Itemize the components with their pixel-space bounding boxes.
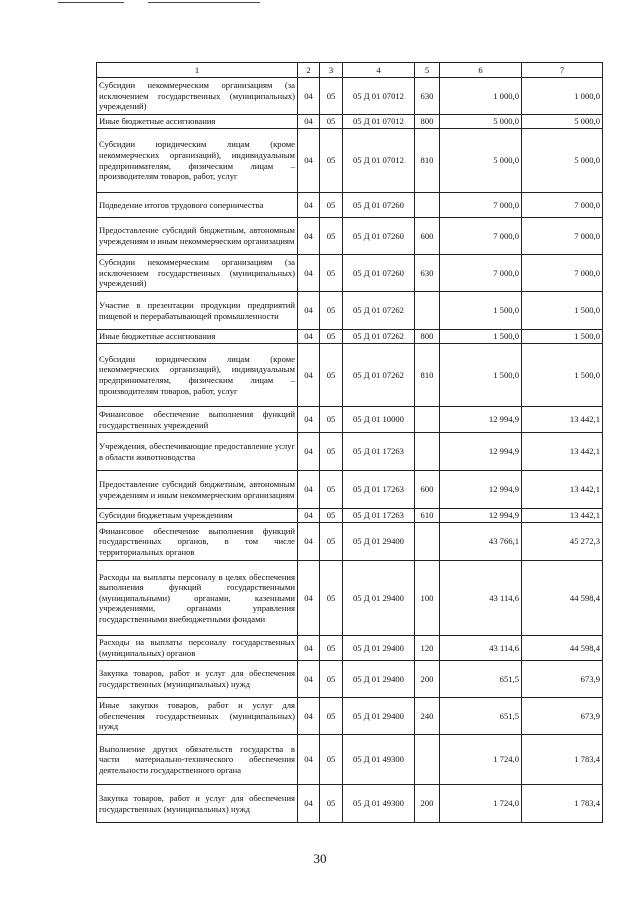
row-amount-year1: 7 000,0 (440, 218, 522, 255)
table-row (97, 735, 603, 785)
row-target-code: 05 Д 01 07012 (343, 78, 415, 115)
row-expense-type (415, 292, 440, 330)
row-target-code: 05 Д 01 29400 (343, 561, 415, 636)
table-row (97, 344, 603, 407)
table-row (97, 218, 603, 255)
table-row (97, 636, 603, 661)
row-expense-type: 200 (415, 785, 440, 823)
row-expense-type: 630 (415, 78, 440, 115)
row-amount-year2: 5 000,0 (522, 129, 603, 193)
row-subsection: 05 (320, 292, 343, 330)
row-name: Выполнение других обязательств государства в части материально-технического обеспечения деятельности государственного органа (97, 735, 298, 785)
row-section: 04 (298, 330, 320, 344)
row-name: Закупка товаров, работ и услуг для обеспечения государственных (муниципальных) нужд (97, 661, 298, 698)
row-target-code: 05 Д 01 07260 (343, 193, 415, 218)
row-name: Субсидии бюджетным учреждениям (97, 509, 298, 523)
row-section: 04 (298, 78, 320, 115)
row-subsection: 05 (320, 636, 343, 661)
row-expense-type: 810 (415, 344, 440, 407)
row-name: Расходы на выплаты персоналу государственных (муниципальных) органов (97, 636, 298, 661)
top-rule-right (148, 2, 260, 3)
row-amount-year1: 1 000,0 (440, 78, 522, 115)
row-target-code: 05 Д 01 29400 (343, 636, 415, 661)
row-name: Субсидии юридическим лицам (кроме некоммерческих организаций), индивидуальным предпринимателям, физическим лицам – производителям товаров, работ, услуг (97, 344, 298, 407)
row-section: 04 (298, 509, 320, 523)
row-amount-year1: 1 500,0 (440, 330, 522, 344)
table-row (97, 330, 603, 344)
row-subsection: 05 (320, 433, 343, 471)
row-name: Финансовое обеспечение выполнения функций государственных органов, в том числе территориальных органов (97, 523, 298, 561)
table-row (97, 255, 603, 292)
header-col-3: 3 (320, 63, 343, 78)
row-name: Предоставление субсидий бюджетным, автономным учреждениям и иным некоммерческим организациям (97, 471, 298, 509)
row-amount-year1: 7 000,0 (440, 255, 522, 292)
row-amount-year2: 13 442,1 (522, 407, 603, 433)
row-name: Учреждения, обеспечивающие предоставление услуг в области животноводства (97, 433, 298, 471)
row-subsection: 05 (320, 78, 343, 115)
row-subsection: 05 (320, 523, 343, 561)
row-expense-type: 120 (415, 636, 440, 661)
table-row (97, 433, 603, 471)
row-target-code: 05 Д 01 29400 (343, 698, 415, 735)
row-expense-type: 810 (415, 129, 440, 193)
table-row (97, 523, 603, 561)
row-name: Иные закупки товаров, работ и услуг для обеспечения государственных (муниципальных) нужд (97, 698, 298, 735)
row-expense-type: 800 (415, 330, 440, 344)
row-target-code: 05 Д 01 49300 (343, 785, 415, 823)
row-amount-year1: 651,5 (440, 661, 522, 698)
row-amount-year1: 1 500,0 (440, 292, 522, 330)
row-amount-year1: 12 994,9 (440, 407, 522, 433)
row-subsection: 05 (320, 129, 343, 193)
row-subsection: 05 (320, 471, 343, 509)
row-target-code: 05 Д 01 07262 (343, 292, 415, 330)
row-expense-type: 610 (415, 509, 440, 523)
row-expense-type: 100 (415, 561, 440, 636)
row-subsection: 05 (320, 255, 343, 292)
row-amount-year2: 673,9 (522, 661, 603, 698)
row-expense-type: 600 (415, 471, 440, 509)
row-amount-year1: 1 500,0 (440, 344, 522, 407)
row-name: Закупка товаров, работ и услуг для обеспечения государственных (муниципальных) нужд (97, 785, 298, 823)
row-name: Финансовое обеспечение выполнения функций государственных учреждений (97, 407, 298, 433)
row-amount-year2: 7 000,0 (522, 218, 603, 255)
row-name: Подведение итогов трудового соперничества (97, 193, 298, 218)
row-amount-year2: 45 272,3 (522, 523, 603, 561)
row-section: 04 (298, 785, 320, 823)
row-name: Субсидии некоммерческим организациям (за исключением государственных (муниципальных) учреждений) (97, 78, 298, 115)
row-section: 04 (298, 218, 320, 255)
header-col-1: 1 (97, 63, 298, 78)
row-subsection: 05 (320, 785, 343, 823)
header-col-4: 4 (343, 63, 415, 78)
table-row (97, 561, 603, 636)
row-target-code: 05 Д 01 07012 (343, 115, 415, 129)
row-amount-year1: 12 994,9 (440, 471, 522, 509)
header-row (97, 63, 603, 78)
row-target-code: 05 Д 01 10000 (343, 407, 415, 433)
table-row (97, 129, 603, 193)
row-name: Участие в презентации продукции предприятий пищевой и перерабатывающей промышленности (97, 292, 298, 330)
row-name: Субсидии некоммерческим организациям (за исключением государственных (муниципальных) учреждений) (97, 255, 298, 292)
row-amount-year1: 5 000,0 (440, 115, 522, 129)
table-row (97, 698, 603, 735)
table-row (97, 115, 603, 129)
row-subsection: 05 (320, 193, 343, 218)
row-amount-year2: 1 500,0 (522, 330, 603, 344)
header-col-5: 5 (415, 63, 440, 78)
row-expense-type (415, 433, 440, 471)
row-amount-year1: 1 724,0 (440, 735, 522, 785)
row-expense-type: 800 (415, 115, 440, 129)
row-section: 04 (298, 407, 320, 433)
row-target-code: 05 Д 01 29400 (343, 523, 415, 561)
row-expense-type (415, 193, 440, 218)
row-section: 04 (298, 698, 320, 735)
row-expense-type (415, 735, 440, 785)
table-row (97, 407, 603, 433)
row-subsection: 05 (320, 330, 343, 344)
row-target-code: 05 Д 01 07012 (343, 129, 415, 193)
row-amount-year1: 5 000,0 (440, 129, 522, 193)
row-subsection: 05 (320, 735, 343, 785)
row-target-code: 05 Д 01 07262 (343, 330, 415, 344)
row-target-code: 05 Д 01 07262 (343, 344, 415, 407)
row-section: 04 (298, 115, 320, 129)
table-row (97, 785, 603, 823)
row-amount-year2: 13 442,1 (522, 471, 603, 509)
budget-table (96, 62, 603, 823)
row-section: 04 (298, 661, 320, 698)
row-name: Иные бюджетные ассигнования (97, 330, 298, 344)
row-amount-year2: 1 500,0 (522, 344, 603, 407)
header-col-6: 6 (440, 63, 522, 78)
row-subsection: 05 (320, 344, 343, 407)
row-amount-year2: 5 000,0 (522, 115, 603, 129)
row-amount-year2: 7 000,0 (522, 255, 603, 292)
row-amount-year1: 43 114,6 (440, 636, 522, 661)
row-expense-type (415, 407, 440, 433)
row-name: Иные бюджетные ассигнования (97, 115, 298, 129)
row-expense-type: 200 (415, 661, 440, 698)
row-section: 04 (298, 255, 320, 292)
row-amount-year2: 44 598,4 (522, 636, 603, 661)
row-target-code: 05 Д 01 49300 (343, 735, 415, 785)
row-name: Расходы на выплаты персоналу в целях обеспечения выполнения функций государственными (муниципальными) органами, казенными учреждениями, органами управления государственными внебюджетными фондами (97, 561, 298, 636)
row-amount-year2: 1 000,0 (522, 78, 603, 115)
row-name: Субсидии юридическим лицам (кроме некоммерческих организаций), индивидуальным предпринимателям, физическим лицам – производителям товаров, работ, услуг (97, 129, 298, 193)
table-row (97, 471, 603, 509)
row-section: 04 (298, 471, 320, 509)
table-row (97, 509, 603, 523)
row-subsection: 05 (320, 407, 343, 433)
row-subsection: 05 (320, 509, 343, 523)
row-amount-year2: 1 783,4 (522, 785, 603, 823)
row-section: 04 (298, 523, 320, 561)
row-subsection: 05 (320, 115, 343, 129)
header-col-7: 7 (522, 63, 603, 78)
header-col-2: 2 (298, 63, 320, 78)
row-section: 04 (298, 561, 320, 636)
row-amount-year2: 13 442,1 (522, 433, 603, 471)
top-rule-left (58, 2, 124, 3)
row-amount-year1: 12 994,9 (440, 509, 522, 523)
row-amount-year1: 1 724,0 (440, 785, 522, 823)
row-expense-type: 600 (415, 218, 440, 255)
row-subsection: 05 (320, 561, 343, 636)
table-row (97, 193, 603, 218)
row-target-code: 05 Д 01 29400 (343, 661, 415, 698)
row-target-code: 05 Д 01 17263 (343, 433, 415, 471)
row-section: 04 (298, 433, 320, 471)
row-amount-year1: 43 766,1 (440, 523, 522, 561)
table-body (97, 78, 603, 823)
row-target-code: 05 Д 01 07260 (343, 218, 415, 255)
row-section: 04 (298, 344, 320, 407)
row-subsection: 05 (320, 218, 343, 255)
row-expense-type: 240 (415, 698, 440, 735)
row-target-code: 05 Д 01 07260 (343, 255, 415, 292)
row-amount-year1: 7 000,0 (440, 193, 522, 218)
row-target-code: 05 Д 01 17263 (343, 471, 415, 509)
row-amount-year1: 651,5 (440, 698, 522, 735)
row-section: 04 (298, 636, 320, 661)
row-amount-year2: 44 598,4 (522, 561, 603, 636)
row-amount-year2: 673,9 (522, 698, 603, 735)
row-target-code: 05 Д 01 17263 (343, 509, 415, 523)
row-amount-year2: 13 442,1 (522, 509, 603, 523)
table-row (97, 661, 603, 698)
page-number: 30 (313, 851, 327, 866)
row-amount-year1: 12 994,9 (440, 433, 522, 471)
row-expense-type: 630 (415, 255, 440, 292)
row-amount-year2: 1 500,0 (522, 292, 603, 330)
row-section: 04 (298, 735, 320, 785)
table-row (97, 292, 603, 330)
row-expense-type (415, 523, 440, 561)
row-section: 04 (298, 129, 320, 193)
row-amount-year2: 1 783,4 (522, 735, 603, 785)
table-row (97, 78, 603, 115)
row-subsection: 05 (320, 661, 343, 698)
row-section: 04 (298, 193, 320, 218)
row-subsection: 05 (320, 698, 343, 735)
row-name: Предоставление субсидий бюджетным, автономным учреждениям и иным некоммерческим организациям (97, 218, 298, 255)
row-amount-year1: 43 114,6 (440, 561, 522, 636)
row-amount-year2: 7 000,0 (522, 193, 603, 218)
row-section: 04 (298, 292, 320, 330)
